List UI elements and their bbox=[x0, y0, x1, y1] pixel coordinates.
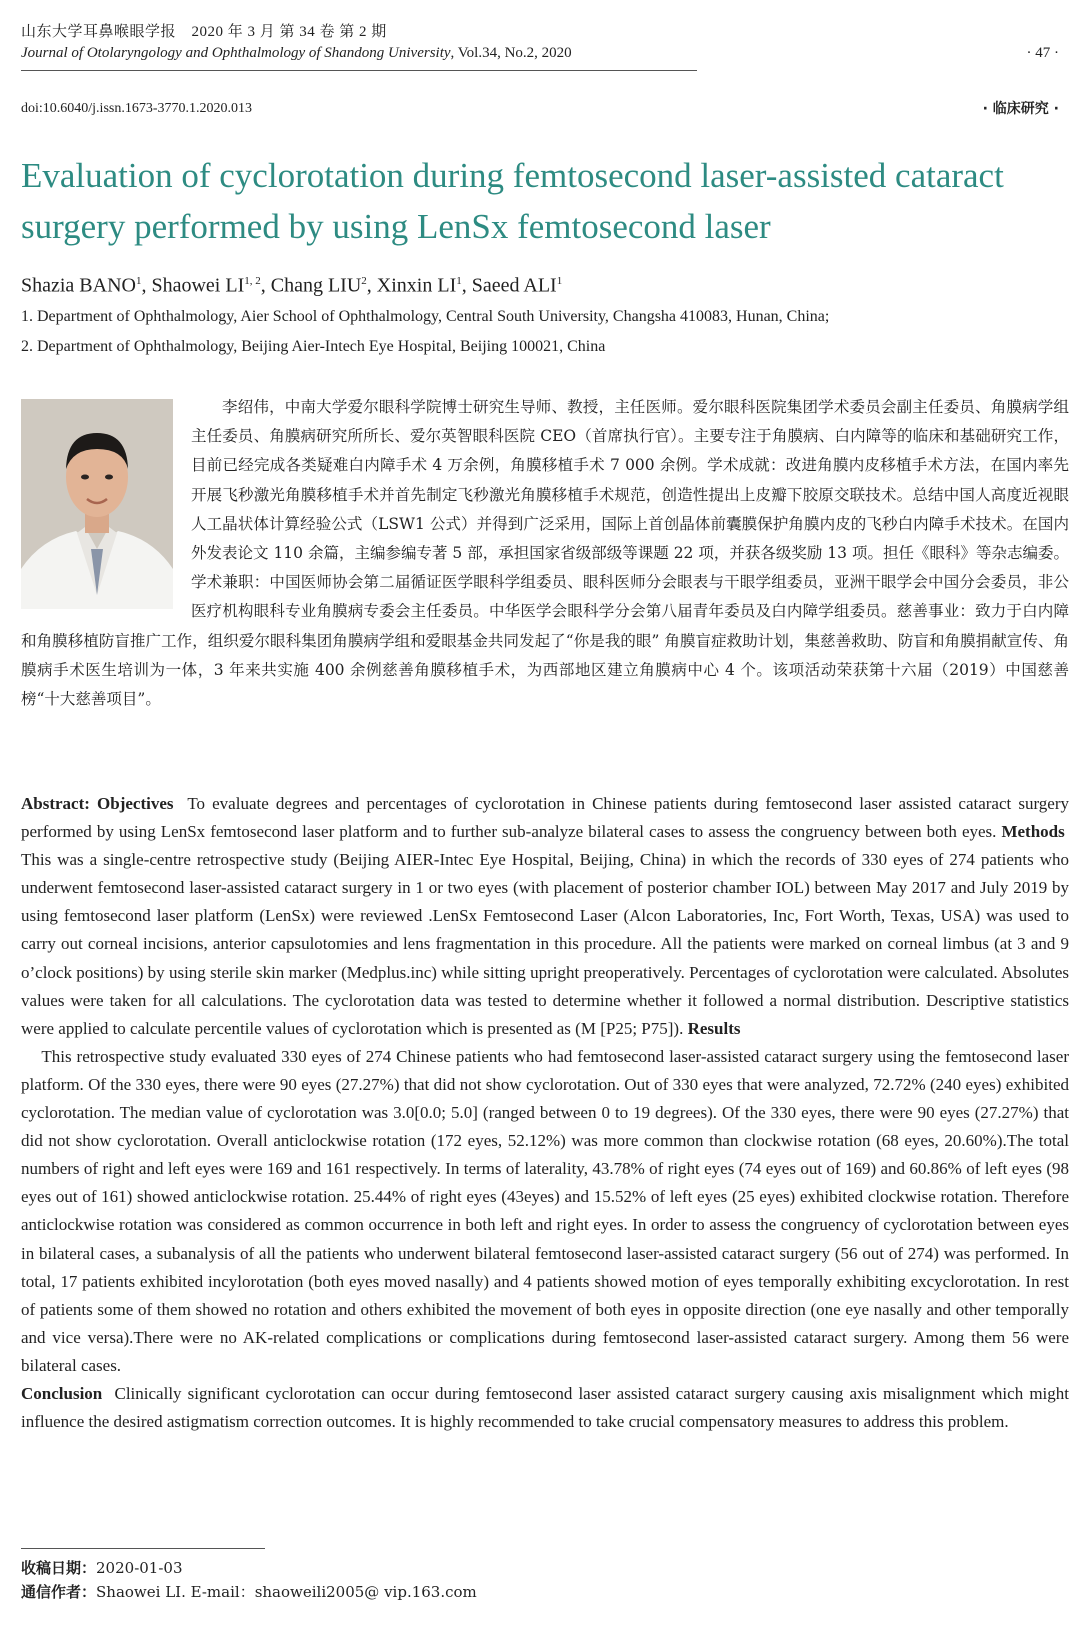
author-affiliation-ref: 1 bbox=[135, 275, 142, 287]
journal-name-en: Journal of Otolaryngology and Ophthalmology of Shandong University bbox=[21, 45, 451, 61]
author-name[interactable]: Shazia BANO bbox=[21, 274, 136, 297]
page-number: · 47 · bbox=[1026, 45, 1059, 61]
author-affiliation-ref: 1, 2 bbox=[244, 275, 261, 287]
received-date: 2020-01-03 bbox=[96, 1559, 183, 1577]
journal-volume: , Vol.34, No.2, 2020 bbox=[450, 45, 572, 61]
author-affiliation-ref: 1 bbox=[556, 275, 563, 287]
biography-text: 李绍伟，中南大学爱尔眼科学院博士研究生导师、教授，主任医师。爱尔眼科医院集团学术委员会副主任委员、角膜病学组主任委员、角膜病研究所所长、爱尔英智眼科医院 CEO（首席执行官）。主要专注于角膜病、白内障等的临床和基础研究工作，目前已经完成各类疑难白内障手术 4 万余例，角膜移植手术 7 000 余例。学术成就：改进角膜内皮移植手术方法，在国内率先开展飞秒激光角膜移植手术并首先制定飞秒激光角膜移植手术规范，创造性提出上皮瓣下胶原交联技术。总结中国人高度近视眼人工晶状体计算经验公式（LSW1 公式）并得到广泛采用，国际上首创晶体前囊膜保护角膜内皮的飞秒白内障手术技术。在国内外发表论文 110 余篇，主编参编专著 5 部，承担国家省级部级等课题 22 项，并获各级奖励 13 项。担任《眼科》等杂志编委。学术兼职：中国医师协会第二届循证医学眼科学组委员、眼科医师分会眼表与干眼学组委员，亚洲干眼学会中国分会委员，非公医疗机构眼科专业角膜病专委会主任委员。中华医学会眼科学分会第八届青年委员及白内障学组委员。慈善事业：致力于白内障和角膜移植防盲推广工作，组织爱尔眼科集团角膜病学组和爱眼基金共同发起了“你是我的眼” 角膜盲症救助计划，集慈善救助、防盲和角膜捐献宣传、角膜病手术医生培训为一体，3 年来共实施 400 余例慈善角膜移植手术，为西部地区建立角膜病中心 4 个。该项活动荣获第十六届（2019）中国慈善榜“十大慈善项目”。 bbox=[21, 398, 1069, 709]
author-photo bbox=[21, 399, 173, 609]
received-label: 收稿日期： bbox=[21, 1559, 97, 1577]
doi-link[interactable]: doi:10.6040/j.issn.1673-3770.1.2020.013 bbox=[21, 101, 253, 116]
methods-formula: (M [P25; P75]). bbox=[575, 1018, 684, 1038]
journal-name-cn: 山东大学耳鼻喉眼学报 2020 年 3 月 第 34 卷 第 2 期 bbox=[21, 24, 387, 40]
author-affiliation-ref: 2 bbox=[361, 275, 367, 287]
author-name[interactable]: Saeed ALI bbox=[471, 274, 557, 297]
author-name[interactable]: Xinxin LI bbox=[376, 274, 457, 297]
methods-text: This was a single-centre retrospective study (Beijing AIER-Intec Eye Hospital, Beijing, China) in which the records of 330 eyes of 274 patients who underwent femtosecond laser-assisted cataract surgery in 1 or two eyes (with placement of posterior chamber IOL) between May 2017 and July 2019 by using femtosecond laser platform (LenSx) were reviewed .LenSx Femtosecond Laser (Alcon Laboratories, Inc, Fort Worth, Texas, USA) was used to carry out corneal incisions, anterior capsulotomies and lens fragmentation in this procedure. All the patients were marked on corneal limbus (at 3 and 9 o’clock positions) by using sterile skin marker (Medplus.inc) while sitting upright preoperatively. Percentages of cyclorotation were calculated. Absolutes values were taken for all calculations. The cyclorotation data was tested to determine whether it followed a normal distribution. Descriptive statistics were applied to calculate percentile values of cyclorotation which is presented as bbox=[21, 850, 1069, 1038]
abstract bbox=[21, 790, 1069, 1436]
conclusion-text: Clinically significant cyclorotation can occur during femtosecond laser assisted cataract surgery causing axis misalignment which might influence the desired astigmatism correction outcomes. It is highly recommended to take crucial compensatory measures to address this problem. bbox=[21, 1383, 1069, 1432]
author-biography bbox=[21, 393, 1069, 714]
journal-page bbox=[21, 0, 1069, 1641]
objectives-text: To evaluate degrees and percentages of cyclorotation in Chinese patients during femtosecond laser assisted cataract surgery performed by using LenSx femtosecond laser platform and to further sub-analyze bilateral cases to assess the congruency between both eyes. bbox=[21, 794, 1070, 842]
author-list: Shazia BANO$^1$, Shaowei LI$^{1, 2}$, Chang LIU$^2$, Xinxin $LI^1$, Saeed ALI$^1$ bbox=[21, 274, 563, 297]
affiliations bbox=[21, 302, 1069, 362]
corresponding-author-note bbox=[21, 1581, 477, 1603]
header-rule bbox=[21, 70, 697, 71]
affiliation-item: 1. Department of Ophthalmology, Aier School of Ophthalmology, Central South University, Changsha 410083, Hunan, China; bbox=[21, 308, 830, 325]
running-header bbox=[21, 22, 1069, 64]
author-name[interactable]: Shaowei LI bbox=[151, 274, 245, 297]
methods-label: Methods bbox=[1001, 822, 1065, 842]
article-title: Evaluation of cyclorotation during femtosecond laser-assisted cataract surgery performed by using LenSx femtosecond laser bbox=[21, 156, 1004, 246]
author-affiliation-ref: 1 bbox=[456, 275, 462, 287]
received-date-note bbox=[21, 1557, 183, 1579]
portrait-illustration bbox=[21, 399, 173, 609]
abstract-label: Abstract: bbox=[21, 794, 90, 813]
conclusion-label: Conclusion bbox=[21, 1383, 103, 1403]
footnote-rule bbox=[21, 1548, 265, 1549]
results-label: Results bbox=[687, 1018, 741, 1038]
corresponding-author-email[interactable]: Shaowei LI. E-mail：shaoweili2005@ vip.163.com bbox=[96, 1583, 477, 1601]
objectives-label: Objectives bbox=[97, 794, 174, 813]
author-name[interactable]: Chang LIU bbox=[270, 274, 362, 297]
section-label: · 临床研究 · bbox=[982, 101, 1059, 117]
affiliation-item: 2. Department of Ophthalmology, Beijing Aier-Intech Eye Hospital, Beijing 100021, China bbox=[21, 338, 606, 355]
results-text: This retrospective study evaluated 330 eyes of 274 Chinese patients who had femtosecond laser-assisted cataract surgery using the femtosecond laser platform. Of the 330 eyes, there were 90 eyes (27.27%) that did not show cyclorotation. Out of 330 eyes that were analyzed, 72.72% (240 eyes) exhibited cyclorotation. The median value of cyclorotation was 3.0[0.0; 5.0] (ranged between 0 to 19 degrees). Of the 330 eyes, there were 90 eyes (27.27%) that did not show cyclorotation. Overall anticlockwise rotation (172 eyes, 52.12%) was more common than clockwise rotation (68 eyes, 20.60%).The total numbers of right and left eyes were 169 and 161 respectively. In terms of laterality, 43.78% of right eyes (74 eyes out of 169) and 60.86% of left eyes (98 eyes out of 161) showed anticlockwise rotation. 25.44% of right eyes (43eyes) and 15.52% of left eyes (25 eyes) exhibited clockwise rotation. Therefore anticlockwise rotation was considered as common occurrence in both left and right eyes. In order to assess the congruency of cyclorotation between eyes in bilateral cases, a subanalysis of all the patients who underwent bilateral femtosecond laser-assisted cataract surgery (56 out of 274) was performed. In total, 17 patients exhibited incylorotation (both eyes moved nasally) and 4 patients showed motion of eyes temporally exhibiting excyclorotation. In rest of patients some of them showed no rotation and others exhibited the movement of both eyes in opposite direction (one eye nasally and other temporally and vice versa).There were no AK-related complications or complications during femtosecond laser-assisted cataract surgery. Among them 56 were bilateral cases. bbox=[21, 1046, 1069, 1375]
corresponding-label: 通信作者： bbox=[21, 1583, 97, 1601]
